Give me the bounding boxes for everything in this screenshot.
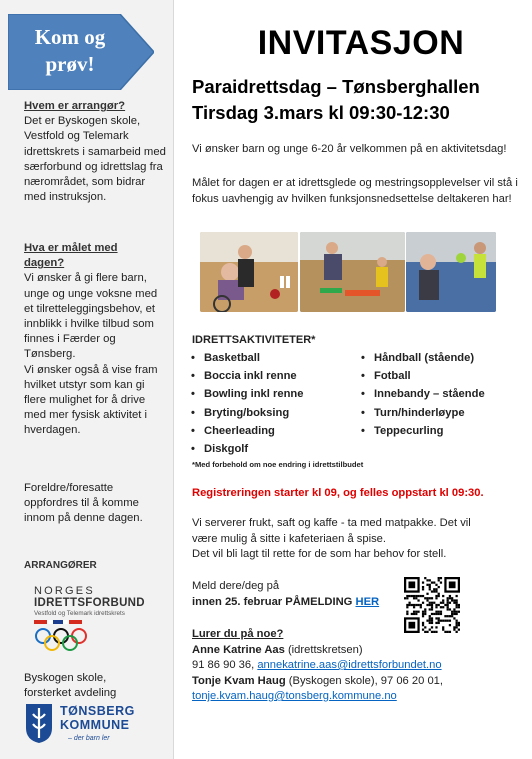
list-item: • Bowling inkl renne xyxy=(191,385,303,403)
signup-line1: Meld dere/deg på xyxy=(192,580,280,592)
banner-line1: Kom og xyxy=(34,25,106,49)
organizer-body: Det er Byskogen skole, Vestfold og Telemark idrettskrets i samarbeid med særforbund og idrettslag fra nærområdet, som bidrar med instruksjon. xyxy=(24,115,166,204)
care-line: Det vil bli lagt til rette for de som har behov for stell. xyxy=(192,548,447,560)
sidebar xyxy=(0,0,174,759)
welcome-text: Vi ønsker barn og unge 6-20 år velkommen på en aktivitetsdag! xyxy=(192,143,507,155)
organizers-heading: ARRANGØRER xyxy=(24,560,97,571)
contact1-phone: 91 86 90 36, xyxy=(192,659,258,671)
nif-line2: IDRETTSFORBUND xyxy=(34,597,145,609)
contact1-email-link[interactable]: annekatrine.aas@idrettsforbundet.no xyxy=(257,659,442,671)
contact-heading: Lurer du på noe? xyxy=(192,628,284,640)
food-line2: være mulig å sitte i kafeteriaen å spise. xyxy=(192,532,387,545)
photo-girl-ball xyxy=(406,232,496,312)
signup-deadline: innen 25. februar PÅMELDING xyxy=(192,595,353,608)
activities-note: *Med forbehold om noe endring i idrettstilbudet xyxy=(192,460,364,469)
page-title: INVITASJON xyxy=(257,24,465,62)
school-name xyxy=(24,671,169,701)
tonsberg-line2: KOMMUNE xyxy=(60,718,130,732)
contact2-line xyxy=(192,674,526,690)
list-item: • Fotball xyxy=(361,367,485,385)
banner-line2: prøv! xyxy=(45,52,95,76)
tonsberg-tagline: – der barn ler xyxy=(68,735,110,742)
photo-wheelchair-bowling xyxy=(200,232,298,312)
goal-section xyxy=(24,241,166,439)
organizer-heading: Hvem er arrangør? xyxy=(24,100,126,112)
event-date: Tirsdag 3.mars kl 09:30-12:30 xyxy=(192,102,450,123)
activities-heading: IDRETTSAKTIVITETER* xyxy=(192,334,316,346)
list-item: • Bryting/boksing xyxy=(191,404,303,422)
goal-text: Målet for dagen er at idrettsglede og mestringsopplevelser vil stå i fokus uavhengig av hvilken funksjonsnedsettelse deltakeren har! xyxy=(192,177,518,205)
list-item: • Basketball xyxy=(191,349,303,367)
signup-link[interactable]: HER xyxy=(355,595,380,608)
food-line1: Vi serverer frukt, saft og kaffe - ta med matpakke. Det vil xyxy=(192,517,471,529)
goal-body-1: Vi ønsker å gi flere barn, unge og unge voksne med et tilretteleggingsbehov, et innblikk i hvilke tilbud som finnes i Færder og Tønsberg. xyxy=(24,272,158,361)
list-item: • Diskgolf xyxy=(191,440,303,458)
parents-note: Foreldre/foresatte oppfordres til å komme innom på denne dagen. xyxy=(24,482,143,525)
olympic-rings-icon xyxy=(34,627,90,653)
list-item: • Håndball (stående) xyxy=(361,349,485,367)
contact1-name: Anne Katrine Aas xyxy=(192,643,285,656)
list-item: • Innebandy – stående xyxy=(361,385,485,403)
activities-list-right xyxy=(361,349,485,440)
flag-stripe xyxy=(34,620,82,624)
goal-heading-line1: Hva er målet med xyxy=(24,242,118,254)
tonsberg-coat-of-arms-icon xyxy=(24,702,54,744)
organizer-section xyxy=(24,99,166,205)
tonsberg-line1: TØNSBERG xyxy=(60,704,135,718)
nif-line3: Vestfold og Telemark idrettskrets xyxy=(34,610,125,617)
list-item: • Turn/hinderløype xyxy=(361,404,485,422)
activities-list-left xyxy=(191,349,303,458)
nif-logo xyxy=(34,585,164,624)
qr-code-icon[interactable] xyxy=(404,577,460,633)
contact1-details xyxy=(192,658,526,674)
food-info xyxy=(192,516,526,563)
signup-line2 xyxy=(192,595,526,611)
school-line1: Byskogen skole, xyxy=(24,672,107,684)
goal-body-2: Vi ønsker også å vise fram hvilket utstyr som kan gi flere mulighet for å drive med mer fysisk aktivitet i hverdagen. xyxy=(24,363,158,437)
signup-info xyxy=(192,579,526,610)
list-item: • Cheerleading xyxy=(191,422,303,440)
event-subtitle: Paraidrettsdag – Tønsberghallen xyxy=(192,76,480,97)
contact2-details: (Byskogen skole), 97 06 20 01, xyxy=(285,674,443,687)
contact-section xyxy=(192,627,526,705)
list-item: • Boccia inkl renne xyxy=(191,367,303,385)
banner-text xyxy=(14,24,126,78)
photo-activity-hall xyxy=(300,232,405,312)
kom-og-prov-banner xyxy=(8,14,154,90)
goal-heading-line2: dagen? xyxy=(24,257,65,270)
contact1-org: (idrettskretsen) xyxy=(284,643,363,656)
tonsberg-kommune-logo xyxy=(24,702,174,746)
registration-notice: Registreringen starter kl 09, og felles oppstart kl 09:30. xyxy=(192,487,484,499)
contact1-line xyxy=(192,643,526,659)
list-item: • Teppecurling xyxy=(361,422,485,440)
nif-line1: NORGES xyxy=(34,585,95,597)
contact2-email-link[interactable]: tonje.kvam.haug@tonsberg.kommune.no xyxy=(192,690,397,702)
school-line2: forsterket avdeling xyxy=(24,687,117,699)
contact2-email-line xyxy=(192,689,526,705)
contact2-name: Tonje Kvam Haug xyxy=(192,674,286,687)
